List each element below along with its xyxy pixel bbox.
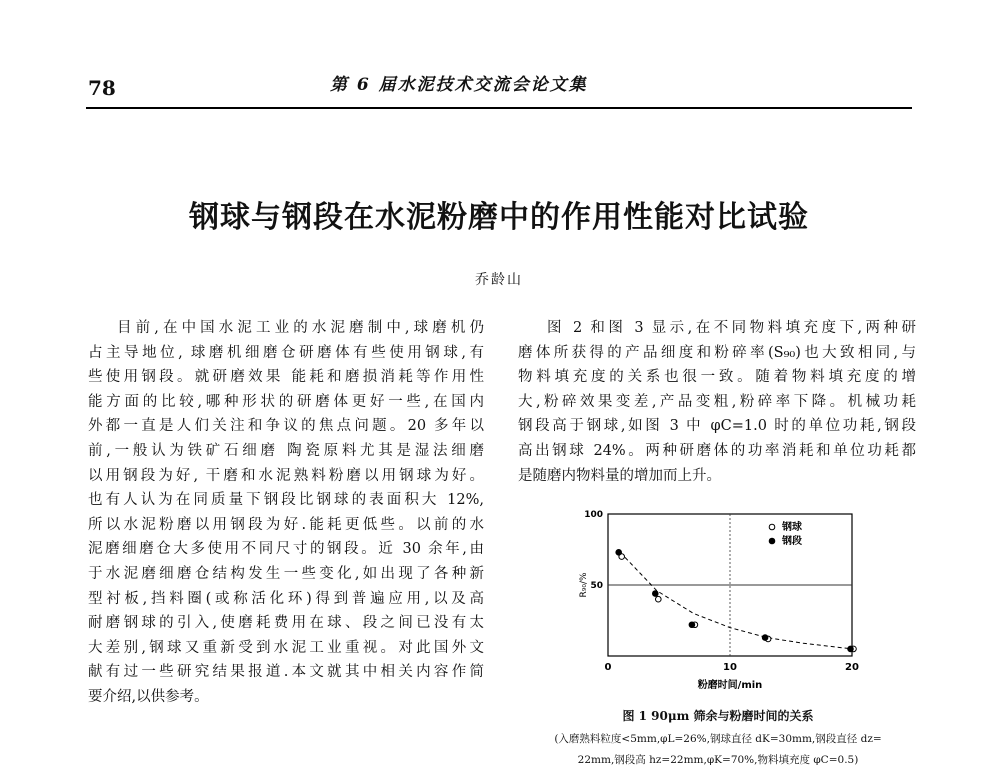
text-line: 物料填充度的关系也很一致。随着物料填充度的增 — [518, 369, 916, 386]
text-line: 磨体所获得的产品细度和粉碎率(S₉₀)也大致相同,与 — [518, 344, 916, 361]
text-line: 大,粉碎效果变差,产品变粗,粉碎率下降。机械功耗 — [518, 393, 916, 410]
text-line: 能方面的比较,哪种形状的研磨体更好一些,在国内 — [88, 393, 484, 410]
data-point-steel-segment — [689, 622, 695, 628]
data-point-steel-ball — [656, 596, 662, 602]
data-point-steel-segment — [616, 550, 622, 556]
text-line: 献有过一些研究结果报道.本文就其中相关内容作简 — [88, 664, 484, 681]
text-line: 高出钢球 24%。两种研磨体的功率消耗和单位功耗都 — [518, 442, 916, 459]
text-line: 目前,在中国水泥工业的水泥磨制中,球磨机仍 — [117, 320, 484, 336]
page-number: 78 — [88, 76, 116, 100]
right-paragraph — [518, 316, 916, 488]
text-line: 所以水泥粉磨以用钢段为好.能耗更低些。以前的水 — [88, 516, 484, 533]
text-line: 大差别,钢球又重新受到水泥工业重视。对此国外文 — [88, 639, 484, 656]
text-line: 耐磨钢球的引入,使磨耗费用在球、段之间已没有太 — [88, 615, 484, 632]
x-tick-label: 20 — [845, 662, 859, 673]
text-line: 是随磨内物料量的增加而上升。 — [518, 467, 721, 484]
legend-label: 钢球 — [782, 522, 802, 533]
paper-title: 钢球与钢段在水泥粉磨中的作用性能对比试验 — [189, 200, 809, 235]
left-paragraph — [88, 316, 484, 710]
right-column — [518, 316, 916, 488]
text-line: 泥磨细磨仓大多使用不同尺寸的钢段。近 30 余年,由 — [88, 541, 484, 558]
text-line: 外都一直是人们关注和争议的焦点问题。20 多年以 — [88, 418, 484, 435]
figure-note-line2: 22mm,钢段高 hz=22mm,φK=70%,物料填充度 φC=0.5) — [577, 754, 859, 766]
data-point-steel-segment — [653, 591, 659, 597]
text-line: 型衬板,挡料圈(或称活化环)得到普遍应用,以及高 — [88, 590, 484, 607]
author: 乔龄山 — [475, 272, 523, 288]
text-line: 占主导地位, 球磨机细磨仓研磨体有些使用钢球,有 — [88, 344, 484, 361]
header-rule — [86, 107, 912, 109]
figure-1 — [552, 506, 882, 716]
trend-line — [620, 552, 852, 649]
text-line: 要介绍,以供参考。 — [88, 688, 209, 705]
y-tick-label: 50 — [590, 581, 603, 591]
x-axis-label: 粉磨时间/min — [697, 680, 763, 691]
text-line: 也有人认为在同质量下钢段比钢球的表面积大 12%, — [88, 492, 484, 509]
legend-marker — [769, 524, 775, 530]
figure-caption: 图 1 90μm 筛余与粉磨时间的关系 — [622, 709, 814, 723]
x-tick-label: 10 — [723, 662, 737, 673]
running-header: 第 6 届水泥技术交流会论文集 — [330, 75, 588, 95]
text-line: 些使用钢段。就研磨效果 能耗和磨损消耗等作用性 — [88, 369, 484, 386]
y-tick-label: 100 — [584, 510, 603, 520]
legend-marker — [769, 538, 775, 544]
chart-svg — [552, 506, 882, 696]
text-line: 前,一般认为铁矿石细磨 陶瓷原料尤其是湿法细磨 — [88, 442, 484, 459]
text-line: 以用钢段为好, 干磨和水泥熟料粉磨以用钢球为好。 — [88, 467, 484, 484]
text-line: 图 2 和图 3 显示,在不同物料填充度下,两种研 — [547, 320, 916, 336]
data-point-steel-segment — [762, 635, 768, 641]
x-tick-label: 0 — [604, 662, 612, 673]
y-axis-label: R₉₀/% — [579, 572, 589, 598]
left-column — [88, 316, 484, 710]
text-line: 钢段高于钢球,如图 3 中 φC=1.0 时的单位功耗,钢段 — [518, 418, 916, 435]
figure-note: (入磨熟料粒度<5mm,φL=26%,钢球直径 dK=30mm,钢段直径 dz= — [554, 733, 882, 745]
text-line: 于水泥磨细磨仓结构发生一些变化,如出现了各种新 — [88, 565, 484, 582]
data-point-steel-segment — [848, 646, 854, 652]
legend-label: 钢段 — [782, 536, 802, 547]
